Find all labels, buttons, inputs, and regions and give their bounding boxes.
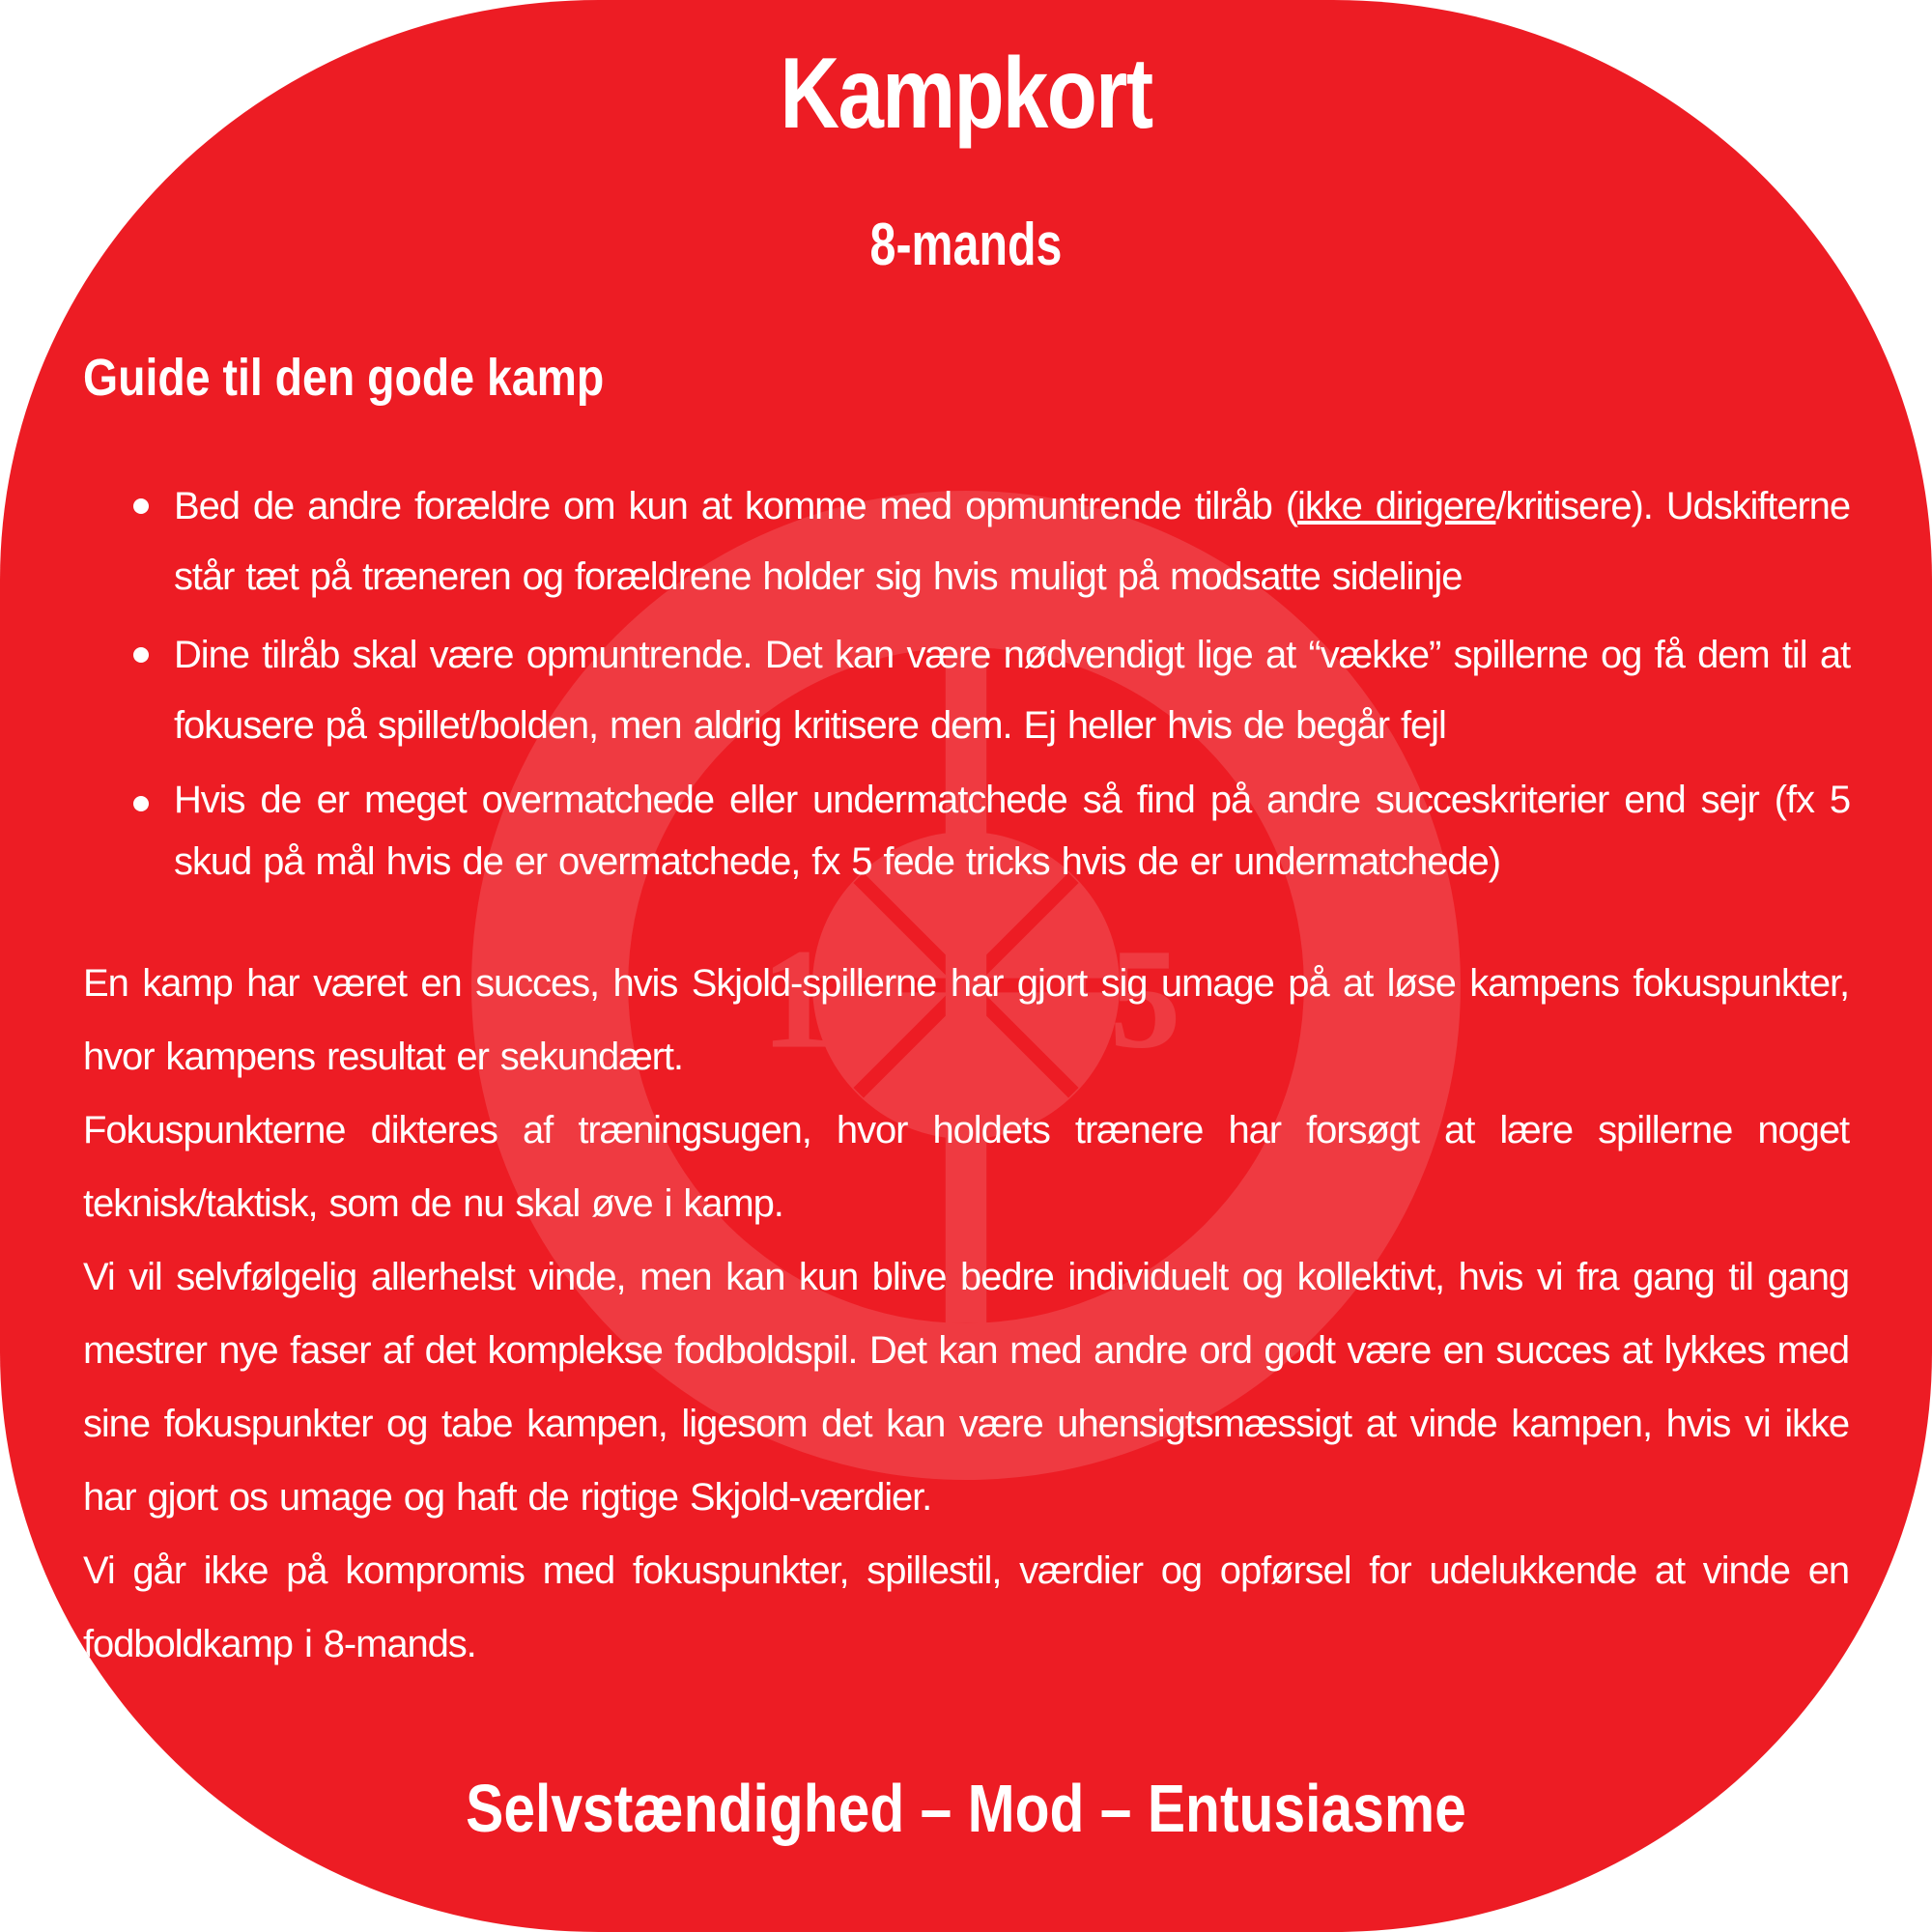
bullet-text: Dine tilråb skal være opmuntrende. Det kan være nødvendigt lige at “vække” spillerne og få dem til at fokusere på spillet/bolden, men aldrig kritisere dem. Ej heller hvis de begår fejl [174,634,1850,747]
page-title: Kampkort [780,38,1152,150]
body-paragraph: Fokuspunkterne dikteres af træningsugen, hvor holdets trænere har forsøgt at lære spillerne noget teknisk/taktisk, som de nu skal øve i kamp. [83,1109,1849,1225]
body-paragraph: Vi går ikke på kompromis med fokuspunkter, spillestil, værdier og opførsel for udelukkende at vinde en fodboldkamp i 8-mands. [83,1549,1849,1665]
watermark-year-right: 15 [1037,920,1181,1079]
body-text [83,947,1849,1681]
list-item [126,620,1850,761]
bullet-dot-icon [133,647,149,663]
bullet-text-before: Bed de andre forældre om kun at komme med opmuntrende tilråb ( [174,485,1298,527]
guide-heading: Guide til den gode kamp [83,349,605,407]
body-paragraph: En kamp har været en succes, hvis Skjold-spillerne har gjort sig umage på at løse kampens fokuspunkter, hvor kampens resultat er sekundært. [83,962,1849,1078]
motto: Selvstændighed – Mod – Entusiasme [466,1771,1466,1846]
bullet-text: Hvis de er meget overmatchede eller undermatchede så find på andre succeskriterier end sejr (fx 5 skud på mål hvis de er overmatchede, fx 5 fede tricks hvis de er undermatchede) [174,779,1850,883]
list-item [126,769,1850,893]
bullet-dot-icon [133,498,149,514]
bullet-underlined-text: ikke dirigere [1297,485,1496,527]
list-item [126,471,1850,612]
bullet-dot-icon [133,796,149,811]
guide-list [126,471,1850,900]
body-paragraph: Vi vil selvfølgelig allerhelst vinde, men kan kun blive bedre individuelt og kollektivt, hvis vi fra gang til gang mestrer nye faser af det komplekse fodboldspil. Det kan med andre ord godt være en succes at lykkes med sine fokuspunkter og tabe kampen, ligesom det kan være uhensigtsmæssigt at vinde kampen, hvis vi ikke har gjort os umage og haft de rigtige Skjold-værdier. [83,1256,1849,1519]
bullet-text-after: /kritisere). Udskifterne står tæt på træneren og forældrene holder sig hvis muligt på modsatte sidelinje [174,485,1850,598]
page-subtitle: 8-mands [869,212,1063,278]
watermark-year-left: 19 [761,920,905,1079]
